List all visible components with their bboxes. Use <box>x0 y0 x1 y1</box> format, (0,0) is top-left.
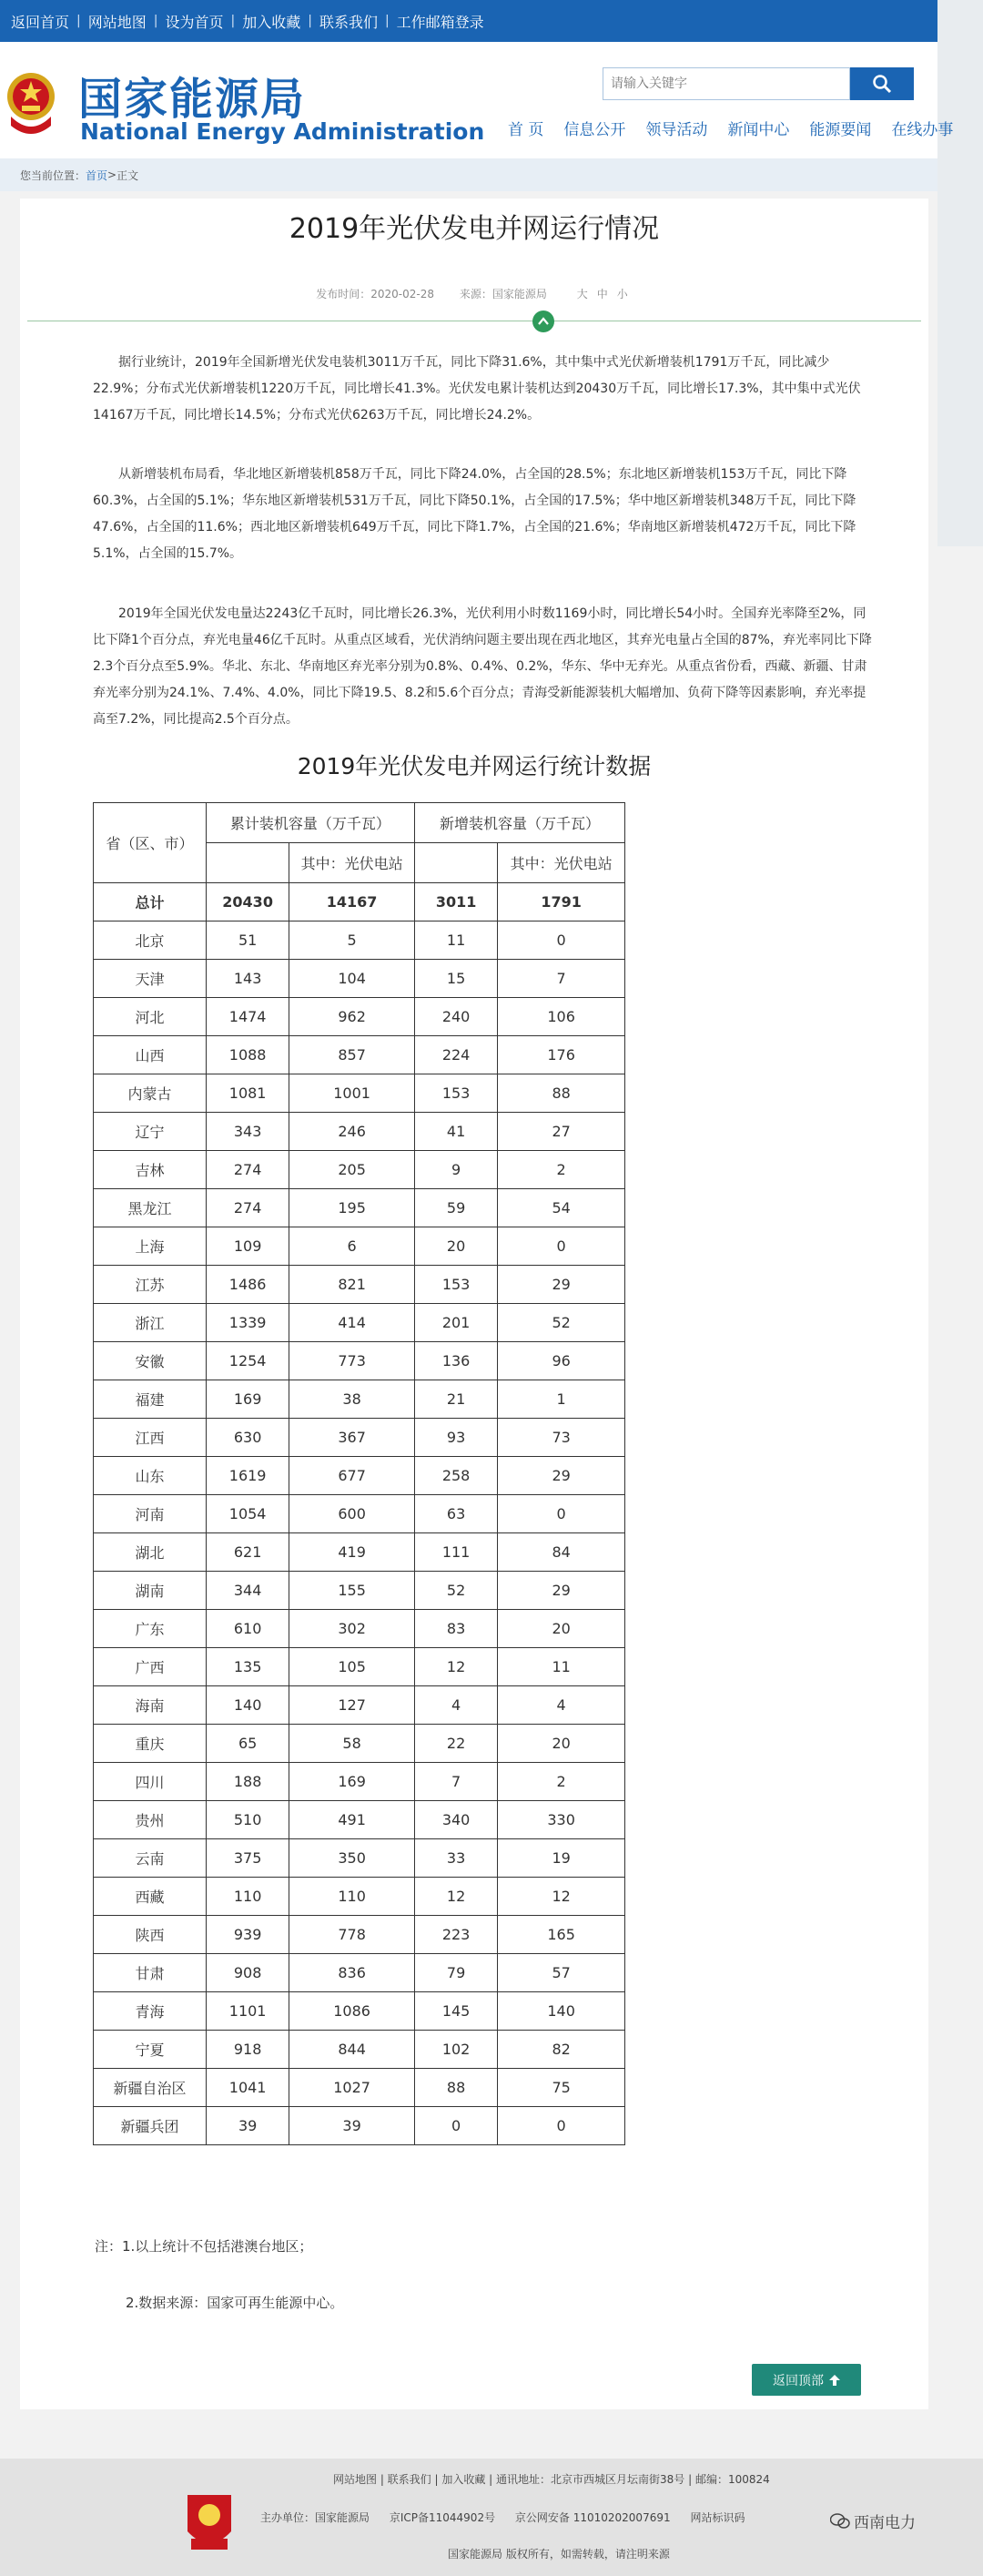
footer-police[interactable]: 京公网安备 11010202007691 <box>514 2511 671 2524</box>
chevron-up-icon <box>538 317 549 326</box>
value-cell: 1054 <box>206 1495 289 1533</box>
watermark-text: 西南电力 <box>854 2514 916 2532</box>
value-cell: 2 <box>498 1763 625 1801</box>
region-cell: 河南 <box>94 1495 207 1533</box>
back-to-top-button[interactable] <box>752 2364 861 2396</box>
region-cell: 广西 <box>94 1648 207 1686</box>
value-cell: 274 <box>206 1151 289 1189</box>
topbar-separator: | <box>384 14 390 28</box>
topbar-link[interactable]: 设为首页 <box>165 13 224 31</box>
table-row <box>94 960 625 998</box>
value-cell: 274 <box>206 1189 289 1227</box>
table-row <box>94 1457 625 1495</box>
value-cell: 340 <box>414 1801 497 1839</box>
value-cell: 21 <box>414 1380 497 1419</box>
value-cell: 0 <box>498 921 625 960</box>
value-cell: 2 <box>498 1151 625 1189</box>
search-button[interactable] <box>850 67 914 100</box>
value-cell: 20 <box>414 1227 497 1266</box>
topbar-link[interactable]: 返回首页 <box>11 13 70 31</box>
value-cell: 918 <box>206 2031 289 2069</box>
breadcrumb-separator: > <box>107 168 117 181</box>
value-cell: 350 <box>289 1839 415 1878</box>
table-row <box>94 1839 625 1878</box>
value-cell: 836 <box>289 1954 415 1992</box>
table-row <box>94 1380 625 1419</box>
table-row <box>94 1189 625 1227</box>
subheader-cell <box>206 843 289 883</box>
region-cell: 山东 <box>94 1457 207 1495</box>
value-cell: 52 <box>414 1572 497 1610</box>
region-cell: 河北 <box>94 998 207 1036</box>
region-cell: 黑龙江 <box>94 1189 207 1227</box>
region-cell: 甘肃 <box>94 1954 207 1992</box>
article-paragraph: 据行业统计，2019年全国新增光伏发电装机3011万千瓦，同比下降31.6%，其中集中式光伏新增装机1791万千瓦，同比减少22.9%；分布式光伏新增装机1220万千瓦，同比增长41.3%。光伏发电累计装机达到20430万千瓦，同比增长17.3%，其中集中式光伏14167万千瓦，同比增长14.5%；分布式光伏6263万千瓦，同比增长24.2%。 <box>93 355 861 423</box>
value-cell: 344 <box>206 1572 289 1610</box>
search-input[interactable] <box>603 68 849 99</box>
top-utility-bar <box>0 0 941 42</box>
value-cell: 0 <box>414 2107 497 2145</box>
region-cell: 重庆 <box>94 1725 207 1763</box>
value-cell: 4 <box>414 1686 497 1725</box>
value-cell: 1088 <box>206 1036 289 1074</box>
article-source: 来源：国家能源局 <box>459 288 547 300</box>
subheader-station: 其中：光伏电站 <box>498 843 625 883</box>
value-cell: 857 <box>289 1036 415 1074</box>
value-cell: 343 <box>206 1113 289 1151</box>
region-cell: 福建 <box>94 1380 207 1419</box>
collapse-toggle[interactable] <box>532 311 554 332</box>
value-cell: 102 <box>414 2031 497 2069</box>
value-cell: 83 <box>414 1610 497 1648</box>
table-row <box>94 1801 625 1839</box>
main-nav <box>508 117 953 139</box>
value-cell: 104 <box>289 960 415 998</box>
table-row <box>94 2107 625 2145</box>
watermark <box>830 2510 916 2532</box>
table-row <box>94 1495 625 1533</box>
value-cell: 155 <box>289 1572 415 1610</box>
value-cell: 109 <box>206 1227 289 1266</box>
topbar-link[interactable]: 网站地图 <box>87 13 147 31</box>
value-cell: 1474 <box>206 998 289 1036</box>
value-cell: 14167 <box>289 883 415 921</box>
nav-item[interactable]: 能源要闻 <box>809 121 872 139</box>
table-row <box>94 1572 625 1610</box>
value-cell: 12 <box>498 1878 625 1916</box>
value-cell: 145 <box>414 1992 497 2031</box>
value-cell: 65 <box>206 1725 289 1763</box>
nav-item[interactable]: 在线办事 <box>891 121 954 139</box>
table-row <box>94 921 625 960</box>
region-cell: 江苏 <box>94 1266 207 1304</box>
font-size-option[interactable]: 中 <box>596 288 608 300</box>
value-cell: 1081 <box>206 1074 289 1113</box>
value-cell: 58 <box>289 1725 415 1763</box>
value-cell: 176 <box>498 1036 625 1074</box>
wechat-icon <box>830 2513 850 2530</box>
value-cell: 0 <box>498 1495 625 1533</box>
breadcrumb-label: 您当前位置： <box>20 168 86 182</box>
region-cell: 吉林 <box>94 1151 207 1189</box>
value-cell: 11 <box>498 1648 625 1686</box>
table-row <box>94 1036 625 1074</box>
value-cell: 20 <box>498 1610 625 1648</box>
value-cell: 414 <box>289 1304 415 1342</box>
value-cell: 330 <box>498 1801 625 1839</box>
value-cell: 0 <box>498 2107 625 2145</box>
value-cell: 610 <box>206 1610 289 1648</box>
region-cell: 新疆自治区 <box>94 2069 207 2107</box>
article-panel <box>20 199 928 2409</box>
value-cell: 630 <box>206 1419 289 1457</box>
pv-statistics-table <box>93 802 625 2145</box>
region-cell: 天津 <box>94 960 207 998</box>
table-row <box>94 1419 625 1457</box>
nav-item[interactable]: 信息公开 <box>563 121 626 139</box>
region-cell: 江西 <box>94 1419 207 1457</box>
value-cell: 1791 <box>498 883 625 921</box>
region-cell: 湖南 <box>94 1572 207 1610</box>
topbar-separator: | <box>153 14 158 28</box>
table-row <box>94 2031 625 2069</box>
value-cell: 153 <box>414 1074 497 1113</box>
value-cell: 169 <box>206 1380 289 1419</box>
region-cell: 北京 <box>94 921 207 960</box>
font-size-options <box>573 288 633 300</box>
table-row <box>94 1074 625 1113</box>
region-cell: 海南 <box>94 1686 207 1725</box>
region-cell: 贵州 <box>94 1801 207 1839</box>
table-row <box>94 2069 625 2107</box>
value-cell: 7 <box>414 1763 497 1801</box>
topbar-separator: | <box>230 14 236 28</box>
site-header <box>0 42 954 158</box>
region-cell: 宁夏 <box>94 2031 207 2069</box>
table-row <box>94 1266 625 1304</box>
table-row <box>94 1648 625 1686</box>
value-cell: 224 <box>414 1036 497 1074</box>
value-cell: 75 <box>498 2069 625 2107</box>
nav-item[interactable]: 领导活动 <box>645 121 708 139</box>
value-cell: 12 <box>414 1878 497 1916</box>
value-cell: 375 <box>206 1839 289 1878</box>
table-note-1: 注：1.以上统计不包括港澳台地区； <box>95 2238 313 2255</box>
table-note-2: 2.数据来源：国家可再生能源中心。 <box>126 2295 344 2311</box>
value-cell: 19 <box>498 1839 625 1878</box>
value-cell: 39 <box>289 2107 415 2145</box>
value-cell: 20430 <box>206 883 289 921</box>
value-cell: 136 <box>414 1342 497 1380</box>
value-cell: 5 <box>289 921 415 960</box>
value-cell: 51 <box>206 921 289 960</box>
value-cell: 57 <box>498 1954 625 1992</box>
value-cell: 135 <box>206 1648 289 1686</box>
value-cell: 39 <box>206 2107 289 2145</box>
region-cell: 辽宁 <box>94 1113 207 1151</box>
table-header-row <box>94 803 625 843</box>
table-title: 2019年光伏发电并网运行统计数据 <box>297 753 652 779</box>
value-cell: 621 <box>206 1533 289 1572</box>
value-cell: 1001 <box>289 1074 415 1113</box>
table-row <box>94 998 625 1036</box>
value-cell: 140 <box>498 1992 625 2031</box>
region-cell: 青海 <box>94 1992 207 2031</box>
value-cell: 63 <box>414 1495 497 1533</box>
table-row <box>94 1113 625 1151</box>
nav-item[interactable]: 首 页 <box>508 121 544 139</box>
table-row <box>94 1725 625 1763</box>
value-cell: 105 <box>289 1648 415 1686</box>
table-row <box>94 1992 625 2031</box>
search-icon <box>872 74 892 94</box>
subheader-station: 其中：光伏电站 <box>289 843 415 883</box>
value-cell: 29 <box>498 1572 625 1610</box>
region-cell: 内蒙古 <box>94 1074 207 1113</box>
header-cumulative: 累计装机容量（万千瓦） <box>206 803 414 843</box>
header-new: 新增装机容量（万千瓦） <box>414 803 624 843</box>
value-cell: 419 <box>289 1533 415 1572</box>
region-cell: 西藏 <box>94 1878 207 1916</box>
value-cell: 939 <box>206 1916 289 1954</box>
table-row <box>94 1227 625 1266</box>
value-cell: 240 <box>414 998 497 1036</box>
table-row <box>94 1610 625 1648</box>
value-cell: 821 <box>289 1266 415 1304</box>
table-row <box>94 1304 625 1342</box>
table-row <box>94 1763 625 1801</box>
footer-host: 主办单位：国家能源局 <box>260 2511 370 2524</box>
article-meta <box>20 286 928 301</box>
value-cell: 1027 <box>289 2069 415 2107</box>
region-cell: 山西 <box>94 1036 207 1074</box>
value-cell: 106 <box>498 998 625 1036</box>
search-box <box>603 67 850 100</box>
breadcrumb-home-link[interactable]: 首页 <box>86 168 108 182</box>
value-cell: 600 <box>289 1495 415 1533</box>
value-cell: 79 <box>414 1954 497 1992</box>
value-cell: 1 <box>498 1380 625 1419</box>
footer-links: 网站地图 | 联系我们 | 加入收藏 | 通讯地址：北京市西城区月坛南街38号 | 邮编：100824 <box>333 2473 770 2486</box>
value-cell: 3011 <box>414 883 497 921</box>
value-cell: 88 <box>498 1074 625 1113</box>
value-cell: 1619 <box>206 1457 289 1495</box>
table-row <box>94 1916 625 1954</box>
value-cell: 41 <box>414 1113 497 1151</box>
value-cell: 59 <box>414 1189 497 1227</box>
table-row <box>94 1686 625 1725</box>
value-cell: 9 <box>414 1151 497 1189</box>
region-cell: 云南 <box>94 1839 207 1878</box>
value-cell: 52 <box>498 1304 625 1342</box>
publish-date: 发布时间：2020-02-28 <box>316 288 435 300</box>
region-cell: 总计 <box>94 883 207 921</box>
subheader-cell <box>414 843 497 883</box>
value-cell: 201 <box>414 1304 497 1342</box>
topbar-link[interactable]: 工作邮箱登录 <box>396 13 484 31</box>
font-size-option[interactable]: 小 <box>616 288 628 300</box>
value-cell: 20 <box>498 1725 625 1763</box>
region-cell: 新疆兵团 <box>94 2107 207 2145</box>
value-cell: 1101 <box>206 1992 289 2031</box>
value-cell: 143 <box>206 960 289 998</box>
government-site-badge-icon[interactable] <box>184 2491 235 2555</box>
value-cell: 1041 <box>206 2069 289 2107</box>
footer-copyright: 国家能源局 版权所有，如需转载，请注明来源 <box>448 2548 670 2561</box>
site-footer <box>0 2459 983 2576</box>
table-row <box>94 1342 625 1380</box>
back-to-top-label: 返回顶部 <box>773 2373 824 2388</box>
page-edge-strip <box>937 0 983 546</box>
value-cell: 29 <box>498 1266 625 1304</box>
value-cell: 1486 <box>206 1266 289 1304</box>
value-cell: 38 <box>289 1380 415 1419</box>
value-cell: 84 <box>498 1533 625 1572</box>
table-row <box>94 1533 625 1572</box>
arrow-up-icon <box>829 2375 840 2386</box>
value-cell: 1086 <box>289 1992 415 2031</box>
article-paragraph: 从新增装机布局看，华北地区新增装机858万千瓦，同比下降24.0%，占全国的28.5%；东北地区新增装机153万千瓦，同比下降60.3%，占全国的5.1%；华东地区新增装机531万千瓦，同比下降50.1%，占全国的17.5%；华中地区新增装机348万千瓦，同比下降47.6%，占全国的11.6%；西北地区新增装机649万千瓦，同比下降1.7%，占全国的21.6%；华南地区新增装机472万千瓦，同比下降5.1%，占全国的15.7%。 <box>93 467 856 561</box>
value-cell: 223 <box>414 1916 497 1954</box>
region-cell: 浙江 <box>94 1304 207 1342</box>
nav-item[interactable]: 新闻中心 <box>727 121 790 139</box>
region-cell: 四川 <box>94 1763 207 1801</box>
region-cell: 湖北 <box>94 1533 207 1572</box>
footer-site-id: 网站标识码 <box>690 2511 745 2524</box>
region-cell: 上海 <box>94 1227 207 1266</box>
value-cell: 27 <box>498 1113 625 1151</box>
value-cell: 88 <box>414 2069 497 2107</box>
table-row <box>94 1151 625 1189</box>
value-cell: 96 <box>498 1342 625 1380</box>
value-cell: 110 <box>206 1878 289 1916</box>
national-emblem-icon <box>5 69 56 137</box>
breadcrumb-current: 正文 <box>117 168 139 182</box>
value-cell: 677 <box>289 1457 415 1495</box>
footer-registration <box>260 2510 761 2525</box>
value-cell: 778 <box>289 1916 415 1954</box>
topbar-link[interactable]: 联系我们 <box>319 13 378 31</box>
table-row <box>94 1878 625 1916</box>
value-cell: 111 <box>414 1533 497 1572</box>
value-cell: 4 <box>498 1686 625 1725</box>
table-row <box>94 883 625 921</box>
value-cell: 165 <box>498 1916 625 1954</box>
footer-icp[interactable]: 京ICP备11044902号 <box>389 2511 496 2524</box>
value-cell: 73 <box>498 1419 625 1457</box>
site-title-zh: 国家能源局 <box>78 74 307 125</box>
value-cell: 169 <box>289 1763 415 1801</box>
value-cell: 140 <box>206 1686 289 1725</box>
topbar-separator: | <box>308 14 312 28</box>
value-cell: 11 <box>414 921 497 960</box>
region-cell: 广东 <box>94 1610 207 1648</box>
site-title-en: National Energy Administration <box>80 118 485 145</box>
region-cell: 陕西 <box>94 1916 207 1954</box>
value-cell: 302 <box>289 1610 415 1648</box>
value-cell: 258 <box>414 1457 497 1495</box>
value-cell: 110 <box>289 1878 415 1916</box>
topbar-link[interactable]: 加入收藏 <box>242 13 301 31</box>
value-cell: 188 <box>206 1763 289 1801</box>
value-cell: 6 <box>289 1227 415 1266</box>
breadcrumb <box>0 158 937 191</box>
region-cell: 安徽 <box>94 1342 207 1380</box>
value-cell: 1339 <box>206 1304 289 1342</box>
header-region: 省（区、市） <box>94 803 207 883</box>
value-cell: 82 <box>498 2031 625 2069</box>
value-cell: 246 <box>289 1113 415 1151</box>
page-title: 2019年光伏发电并网运行情况 <box>289 213 660 245</box>
value-cell: 773 <box>289 1342 415 1380</box>
value-cell: 54 <box>498 1189 625 1227</box>
value-cell: 153 <box>414 1266 497 1304</box>
value-cell: 22 <box>414 1725 497 1763</box>
value-cell: 93 <box>414 1419 497 1457</box>
value-cell: 12 <box>414 1648 497 1686</box>
table-row <box>94 1954 625 1992</box>
value-cell: 908 <box>206 1954 289 1992</box>
article-paragraph: 2019年全国光伏发电量达2243亿千瓦时，同比增长26.3%，光伏利用小时数1169小时，同比增长54小时。全国弃光率降至2%，同比下降1个百分点，弃光电量46亿千瓦时。从重点区域看，光伏消纳问题主要出现在西北地区，其弃光电量占全国的87%，弃光率同比下降2.3个百分点至5.9%。华北、东北、华南地区弃光率分别为0.8%、0.4%、0.2%，华东、华中无弃光。从重点省份看，西藏、新疆、甘肃弃光率分别为24.1%、7.4%、4.0%，同比下降19.5、8.2和5.6个百分点；青海受新能源装机大幅增加、负荷下降等因素影响，弃光率提高至7.2%，同比提高2.5个百分点。 <box>93 606 872 727</box>
value-cell: 7 <box>498 960 625 998</box>
value-cell: 1254 <box>206 1342 289 1380</box>
value-cell: 844 <box>289 2031 415 2069</box>
value-cell: 205 <box>289 1151 415 1189</box>
value-cell: 29 <box>498 1457 625 1495</box>
value-cell: 195 <box>289 1189 415 1227</box>
value-cell: 127 <box>289 1686 415 1725</box>
topbar-separator: | <box>76 14 81 28</box>
value-cell: 510 <box>206 1801 289 1839</box>
value-cell: 15 <box>414 960 497 998</box>
font-size-option[interactable]: 大 <box>576 288 588 300</box>
value-cell: 33 <box>414 1839 497 1878</box>
value-cell: 491 <box>289 1801 415 1839</box>
value-cell: 0 <box>498 1227 625 1266</box>
value-cell: 367 <box>289 1419 415 1457</box>
value-cell: 962 <box>289 998 415 1036</box>
